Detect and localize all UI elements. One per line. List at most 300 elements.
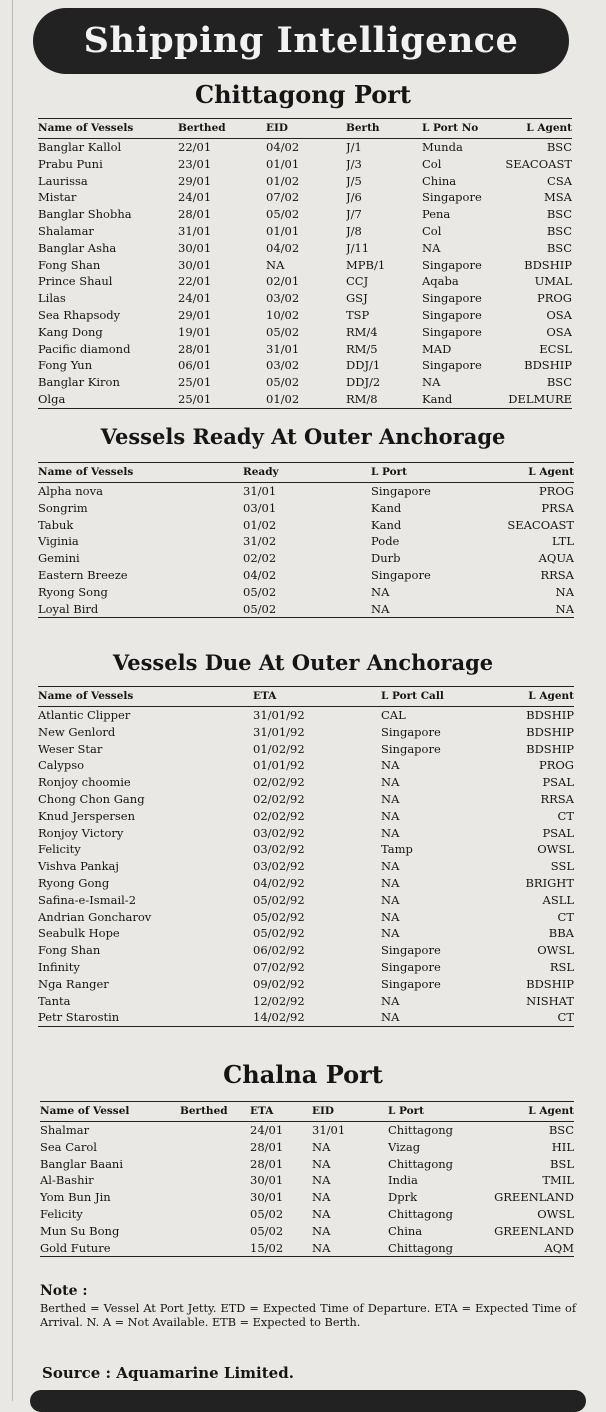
table-cell: RRSA bbox=[540, 567, 574, 582]
table-cell: MPB/1 bbox=[346, 257, 386, 272]
table-row bbox=[40, 1156, 574, 1173]
table-cell: NA bbox=[381, 993, 400, 1008]
table-cell: 09/02/92 bbox=[253, 976, 305, 991]
table-cell: 07/02 bbox=[266, 190, 300, 205]
ready-title: Vessels Ready At Outer Anchorage bbox=[100, 424, 506, 449]
table-row bbox=[38, 757, 574, 774]
table-cell: Vizag bbox=[388, 1139, 421, 1154]
table-cell: NA bbox=[381, 909, 400, 924]
table-cell: Chittagong bbox=[388, 1240, 474, 1257]
table-cell: MSA bbox=[544, 190, 572, 205]
table-cell: Singapore bbox=[422, 257, 482, 272]
table-row bbox=[38, 741, 574, 758]
table-cell: BDSHIP bbox=[526, 708, 574, 722]
table-cell: 01/01/92 bbox=[253, 758, 305, 773]
table-cell: UMAL bbox=[534, 274, 572, 289]
table-row bbox=[40, 1223, 574, 1240]
note-heading: Note : bbox=[40, 1283, 88, 1299]
table-cell: 31/01 bbox=[243, 484, 277, 498]
table-cell: BDSHIP bbox=[526, 741, 574, 756]
source-credit: Source : Aquamarine Limited. bbox=[42, 1364, 294, 1382]
table-cell: 30/01 bbox=[250, 1190, 284, 1205]
table-cell: OWSL bbox=[537, 943, 574, 958]
table-row bbox=[38, 139, 572, 156]
column-header: L Agent bbox=[474, 1102, 574, 1122]
table-cell: J/6 bbox=[346, 190, 362, 205]
table-cell: BDSHIP bbox=[526, 724, 574, 739]
table-cell: New Genlord bbox=[38, 724, 116, 739]
table-cell: 05/02/92 bbox=[253, 926, 305, 941]
table-cell: 05/02 bbox=[243, 584, 277, 599]
table-cell: Fong Shan bbox=[38, 257, 101, 272]
table-cell: India bbox=[388, 1173, 418, 1188]
column-header: Name of Vessels bbox=[38, 687, 253, 707]
table-cell: NA bbox=[381, 859, 400, 874]
table-row bbox=[38, 993, 574, 1010]
table-row bbox=[38, 374, 572, 391]
column-header: L Port No bbox=[422, 119, 502, 139]
table-cell: Prince Shaul bbox=[38, 274, 113, 289]
table-cell: Atlantic Clipper bbox=[38, 708, 131, 722]
table-cell: PRSA bbox=[541, 500, 574, 515]
table-cell: Calypso bbox=[38, 758, 85, 773]
table-row bbox=[38, 206, 572, 223]
table-cell: J/7 bbox=[346, 207, 362, 222]
table-cell: Ryong Gong bbox=[38, 875, 110, 890]
table-row bbox=[38, 173, 572, 190]
table-cell: PROG bbox=[538, 484, 574, 498]
column-header: L Agent bbox=[481, 463, 574, 483]
table-cell: 05/02 bbox=[266, 207, 300, 222]
table-cell: NA bbox=[312, 1190, 331, 1205]
table-cell: Chittagong bbox=[388, 1206, 454, 1221]
table-cell: Ronjoy Victory bbox=[38, 825, 124, 840]
table-cell: 29/01 bbox=[178, 307, 212, 322]
table-cell: LTL bbox=[551, 534, 574, 549]
column-header: Berth bbox=[346, 119, 422, 139]
table-cell bbox=[180, 1139, 250, 1156]
table-cell: Singapore bbox=[422, 307, 482, 322]
table-cell: AQM bbox=[474, 1240, 574, 1257]
table-cell: Chittagong bbox=[388, 1156, 454, 1171]
table-cell: SEACOAST bbox=[507, 517, 574, 532]
chittagong-table bbox=[38, 118, 572, 409]
table-cell: NA bbox=[381, 926, 400, 941]
table-cell: Viginia bbox=[38, 534, 79, 549]
table-cell: OWSL bbox=[537, 1206, 574, 1221]
table-cell: BSC bbox=[548, 1123, 574, 1137]
table-cell: Aqaba bbox=[422, 274, 459, 289]
table-cell: Singapore bbox=[422, 358, 482, 373]
table-cell: 05/02/92 bbox=[253, 892, 305, 907]
table-cell: Gold Future bbox=[40, 1240, 180, 1257]
table-cell: Al-Bashir bbox=[40, 1173, 94, 1188]
table-cell: BSL bbox=[550, 1156, 574, 1171]
column-header: L Port bbox=[371, 463, 481, 483]
table-row bbox=[38, 858, 574, 875]
bottom-banner-bar bbox=[30, 1390, 586, 1412]
table-cell: Yom Bun Jin bbox=[40, 1190, 111, 1205]
table-cell: Alpha nova bbox=[38, 484, 103, 498]
table-cell: 03/02/92 bbox=[253, 825, 305, 840]
table-cell: J/5 bbox=[346, 173, 362, 188]
table-cell: GREENLAND bbox=[494, 1223, 574, 1238]
table-cell: 25/01 bbox=[178, 375, 212, 390]
table-cell: PROG bbox=[536, 291, 572, 306]
table-cell: 05/02/92 bbox=[253, 909, 305, 924]
table-cell: Munda bbox=[422, 140, 463, 154]
table-cell: 03/02/92 bbox=[253, 859, 305, 874]
column-header: L Port Call bbox=[381, 687, 491, 707]
table-cell: 30/01 bbox=[178, 240, 212, 255]
table-cell: 02/02/92 bbox=[253, 791, 305, 806]
table-cell: 28/01 bbox=[178, 341, 212, 356]
table-cell: Shalamar bbox=[38, 223, 94, 238]
table-row bbox=[38, 584, 574, 601]
table-cell: BDSHIP bbox=[524, 257, 572, 272]
table-cell: 25/01 bbox=[178, 391, 266, 408]
table-cell: 04/02 bbox=[266, 240, 300, 255]
ready-table bbox=[38, 462, 574, 618]
table-cell: CSA bbox=[547, 173, 572, 188]
table-cell: Kang Dong bbox=[38, 324, 103, 339]
table-cell: BRIGHT bbox=[525, 875, 574, 890]
table-row bbox=[38, 156, 572, 173]
table-cell: DELMURE bbox=[502, 391, 572, 408]
table-cell: Col bbox=[422, 156, 442, 171]
table-cell: SEACOAST bbox=[505, 156, 572, 171]
table-row bbox=[38, 324, 572, 341]
table-cell: Chittagong bbox=[388, 1123, 454, 1137]
table-cell: NA bbox=[381, 1009, 491, 1026]
header-row bbox=[38, 687, 574, 707]
table-cell: 28/01 bbox=[178, 207, 212, 222]
table-row bbox=[38, 341, 572, 358]
table-cell: Fong Shan bbox=[38, 943, 101, 958]
table-cell: 05/02 bbox=[250, 1206, 284, 1221]
table-row bbox=[38, 307, 572, 324]
due-title: Vessels Due At Outer Anchorage bbox=[112, 650, 494, 675]
table-cell: CT bbox=[557, 909, 574, 924]
chalna-title: Chalna Port bbox=[223, 1060, 383, 1089]
table-cell: PSAL bbox=[542, 775, 574, 790]
table-cell bbox=[180, 1223, 250, 1240]
table-cell: 01/02/92 bbox=[253, 741, 305, 756]
table-cell: BSC bbox=[546, 140, 572, 154]
table-cell bbox=[180, 1172, 250, 1189]
table-cell: AQUA bbox=[538, 551, 574, 566]
table-cell: Banglar Kallol bbox=[38, 140, 122, 154]
table-cell: NA bbox=[381, 791, 400, 806]
table-cell: Tanta bbox=[38, 993, 71, 1008]
table-row bbox=[38, 223, 572, 240]
table-cell: Singapore bbox=[381, 724, 441, 739]
table-cell: ASLL bbox=[542, 892, 574, 907]
table-cell: Gemini bbox=[38, 551, 80, 566]
page-banner: Shipping Intelligence bbox=[33, 8, 569, 74]
table-row bbox=[38, 724, 574, 741]
table-cell: 24/01 bbox=[178, 190, 212, 205]
column-header: Name of Vessel bbox=[40, 1102, 180, 1122]
table-cell: NA bbox=[381, 875, 400, 890]
table-cell bbox=[180, 1206, 250, 1223]
table-cell: Singapore bbox=[381, 959, 441, 974]
table-cell: J/3 bbox=[346, 156, 362, 171]
table-row bbox=[38, 707, 574, 724]
table-cell: 31/01 bbox=[178, 223, 212, 238]
table-cell: Singapore bbox=[371, 484, 431, 498]
table-cell: 02/02/92 bbox=[253, 808, 305, 823]
table-cell: SSL bbox=[550, 859, 574, 874]
table-row bbox=[38, 808, 574, 825]
table-cell: Loyal Bird bbox=[38, 601, 243, 618]
table-cell: Singapore bbox=[422, 190, 482, 205]
table-cell: 05/02 bbox=[266, 375, 300, 390]
table-cell: Singapore bbox=[371, 567, 431, 582]
table-cell: Laurissa bbox=[38, 173, 88, 188]
table-cell: 05/02 bbox=[250, 1223, 284, 1238]
table-row bbox=[38, 841, 574, 858]
table-cell: Singapore bbox=[381, 943, 441, 958]
table-cell: CCJ bbox=[346, 274, 369, 289]
table-cell: Kand bbox=[371, 500, 402, 515]
table-cell: Mistar bbox=[38, 190, 77, 205]
table-cell: 01/01 bbox=[266, 223, 300, 238]
table-cell: Lilas bbox=[38, 291, 66, 306]
table-cell: 04/02 bbox=[266, 140, 300, 154]
table-cell: NA bbox=[381, 758, 400, 773]
table-cell: BSC bbox=[546, 207, 572, 222]
table-row bbox=[38, 959, 574, 976]
header-row bbox=[38, 463, 574, 483]
table-cell: NA bbox=[312, 1223, 331, 1238]
table-cell: 01/02 bbox=[266, 173, 300, 188]
table-cell: Singapore bbox=[381, 976, 441, 991]
table-cell: China bbox=[388, 1223, 423, 1238]
table-cell: ECSL bbox=[539, 341, 572, 356]
table-cell: Sea Rhapsody bbox=[38, 307, 121, 322]
table-row bbox=[38, 533, 574, 550]
table-row bbox=[38, 601, 574, 618]
table-row bbox=[40, 1189, 574, 1206]
table-cell: Andrian Goncharov bbox=[38, 909, 152, 924]
column-header: Ready bbox=[243, 463, 371, 483]
table-cell bbox=[180, 1189, 250, 1206]
table-cell: NA bbox=[312, 1156, 331, 1171]
table-cell: J/1 bbox=[346, 140, 362, 154]
table-cell: 02/02/92 bbox=[253, 775, 305, 790]
table-cell: Singapore bbox=[422, 324, 482, 339]
table-cell: NA bbox=[312, 1206, 331, 1221]
header-row bbox=[40, 1102, 574, 1122]
table-cell: Dprk bbox=[388, 1190, 418, 1205]
table-cell: Felicity bbox=[38, 842, 81, 857]
column-header: EID bbox=[266, 119, 346, 139]
table-cell: GREENLAND bbox=[494, 1190, 574, 1205]
table-cell: 31/01 bbox=[312, 1123, 346, 1137]
table-cell: Weser Star bbox=[38, 741, 103, 756]
table-cell: J/11 bbox=[346, 240, 370, 255]
table-row bbox=[38, 240, 572, 257]
column-header: ETA bbox=[253, 687, 381, 707]
table-cell: CT bbox=[491, 1009, 574, 1026]
column-header: Name of Vessels bbox=[38, 463, 243, 483]
table-cell: 07/02/92 bbox=[253, 959, 305, 974]
column-header: Berthed bbox=[180, 1102, 250, 1122]
table-cell: Petr Starostin bbox=[38, 1009, 253, 1026]
table-cell: OSA bbox=[546, 307, 572, 322]
table-cell: Nga Ranger bbox=[38, 976, 109, 991]
table-cell: J/8 bbox=[346, 223, 362, 238]
table-cell: Olga bbox=[38, 391, 178, 408]
table-cell: CAL bbox=[381, 708, 406, 722]
table-cell: 28/01 bbox=[250, 1156, 284, 1171]
table-cell: NA bbox=[371, 601, 481, 618]
table-cell: RM/8 bbox=[346, 391, 422, 408]
table-cell: Sea Carol bbox=[40, 1139, 97, 1154]
table-cell: Banglar Baani bbox=[40, 1156, 124, 1171]
table-cell: DDJ/1 bbox=[346, 358, 381, 373]
table-cell: 31/01/92 bbox=[253, 708, 305, 722]
table-row bbox=[38, 774, 574, 791]
table-row bbox=[38, 483, 574, 500]
table-cell: NA bbox=[381, 825, 400, 840]
table-cell: CT bbox=[557, 808, 574, 823]
table-cell: 24/01 bbox=[250, 1123, 284, 1137]
table-cell: Infinity bbox=[38, 959, 80, 974]
table-cell: BSC bbox=[546, 375, 572, 390]
table-cell: NA bbox=[381, 892, 400, 907]
table-cell: 03/02 bbox=[266, 358, 300, 373]
table-cell: 05/02 bbox=[243, 601, 371, 618]
table-cell: PSAL bbox=[542, 825, 574, 840]
table-row bbox=[40, 1206, 574, 1223]
table-row bbox=[40, 1172, 574, 1189]
table-cell: 01/02 bbox=[266, 391, 346, 408]
table-cell: BBA bbox=[548, 926, 574, 941]
table-row bbox=[38, 825, 574, 842]
table-cell: 02/02 bbox=[243, 551, 277, 566]
table-cell: NA bbox=[422, 375, 441, 390]
table-row bbox=[38, 257, 572, 274]
table-cell: China bbox=[422, 173, 457, 188]
table-cell: 06/02/92 bbox=[253, 943, 305, 958]
table-cell: 05/02 bbox=[266, 324, 300, 339]
table-cell: 14/02/92 bbox=[253, 1009, 381, 1026]
table-cell: Felicity bbox=[40, 1206, 83, 1221]
table-row bbox=[38, 892, 574, 909]
table-cell: Songrim bbox=[38, 500, 88, 515]
table-cell: 22/01 bbox=[178, 274, 212, 289]
table-cell: 03/02 bbox=[266, 291, 300, 306]
table-cell: 22/01 bbox=[178, 140, 212, 154]
table-row bbox=[38, 189, 572, 206]
table-cell bbox=[180, 1122, 250, 1139]
table-cell: Chong Chon Gang bbox=[38, 791, 145, 806]
table-cell: BSC bbox=[546, 223, 572, 238]
column-header: L Agent bbox=[491, 687, 574, 707]
table-cell: 31/01 bbox=[266, 341, 300, 356]
table-row bbox=[38, 567, 574, 584]
table-cell: 28/01 bbox=[250, 1139, 284, 1154]
table-cell: NA bbox=[422, 240, 441, 255]
table-cell: Vishva Pankaj bbox=[38, 859, 119, 874]
table-row bbox=[38, 550, 574, 567]
table-row bbox=[38, 791, 574, 808]
table-cell: 01/02 bbox=[243, 517, 277, 532]
table-cell: Mun Su Bong bbox=[40, 1223, 120, 1238]
table-cell: RM/4 bbox=[346, 324, 378, 339]
chittagong-title: Chittagong Port bbox=[195, 80, 411, 109]
table-row bbox=[40, 1122, 574, 1139]
table-cell: Seabulk Hope bbox=[38, 926, 120, 941]
table-cell: NA bbox=[266, 257, 285, 272]
table-row bbox=[40, 1240, 574, 1257]
table-cell: RRSA bbox=[540, 791, 574, 806]
table-cell: Singapore bbox=[422, 291, 482, 306]
column-header: Berthed bbox=[178, 119, 266, 139]
table-cell: Tabuk bbox=[38, 517, 74, 532]
table-cell: MAD bbox=[422, 341, 452, 356]
table-cell: NA bbox=[371, 584, 390, 599]
table-row bbox=[40, 1139, 574, 1156]
table-cell: 01/01 bbox=[266, 156, 300, 171]
table-cell: GSJ bbox=[346, 291, 368, 306]
table-cell: 31/02 bbox=[243, 534, 277, 549]
table-row bbox=[38, 273, 572, 290]
table-cell: 29/01 bbox=[178, 173, 212, 188]
due-table bbox=[38, 686, 574, 1027]
table-cell: RM/5 bbox=[346, 341, 378, 356]
table-row bbox=[38, 290, 572, 307]
table-cell: 02/01 bbox=[266, 274, 300, 289]
table-row bbox=[38, 976, 574, 993]
table-cell: OWSL bbox=[537, 842, 574, 857]
table-cell: Banglar Asha bbox=[38, 240, 117, 255]
table-cell: NA bbox=[555, 584, 574, 599]
table-cell: Prabu Puni bbox=[38, 156, 103, 171]
table-cell: DDJ/2 bbox=[346, 375, 381, 390]
table-row bbox=[38, 357, 572, 374]
column-header: L Port bbox=[388, 1102, 474, 1122]
table-cell: 30/01 bbox=[178, 257, 212, 272]
table-cell: NA bbox=[312, 1139, 331, 1154]
table-cell: BSC bbox=[546, 240, 572, 255]
column-header: L Agent bbox=[502, 119, 572, 139]
table-cell: OSA bbox=[546, 324, 572, 339]
table-cell: 03/02/92 bbox=[253, 842, 305, 857]
table-cell: 24/01 bbox=[178, 291, 212, 306]
table-cell: PROG bbox=[538, 758, 574, 773]
table-cell: 19/01 bbox=[178, 324, 212, 339]
table-row bbox=[38, 925, 574, 942]
table-cell: TSP bbox=[346, 307, 370, 322]
table-cell: NA bbox=[312, 1240, 388, 1257]
table-row bbox=[38, 909, 574, 926]
table-cell: 04/02/92 bbox=[253, 875, 305, 890]
table-cell: 06/01 bbox=[178, 358, 212, 373]
chalna-table bbox=[40, 1101, 574, 1257]
table-row bbox=[38, 500, 574, 517]
table-cell: NA bbox=[481, 601, 574, 618]
table-cell: BDSHIP bbox=[524, 358, 572, 373]
table-cell: NA bbox=[381, 775, 400, 790]
table-row bbox=[38, 517, 574, 534]
table-cell: Safina-e-Ismail-2 bbox=[38, 892, 137, 907]
table-cell: Eastern Breeze bbox=[38, 567, 128, 582]
column-header: ETA bbox=[250, 1102, 312, 1122]
table-row bbox=[38, 942, 574, 959]
